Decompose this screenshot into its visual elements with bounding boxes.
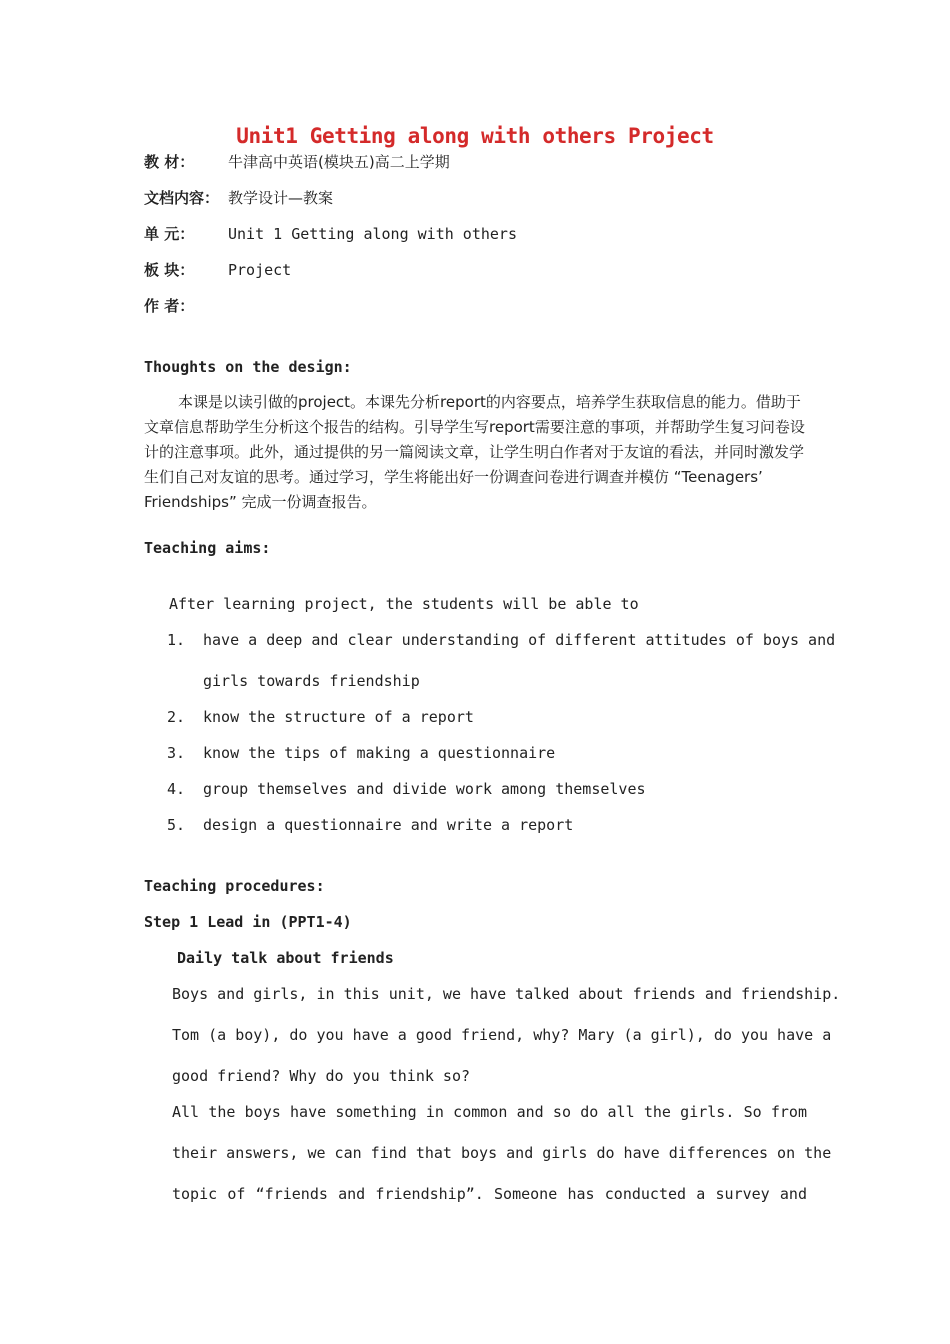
step-heading: Step 1 Lead in (PPT1-4) — [144, 913, 352, 931]
meta-value: 教学设计—教案 — [228, 189, 334, 207]
procedure-line: Boys and girls, in this unit, we have talked about friends and friendship. — [172, 985, 841, 1003]
meta-row-textbook — [144, 152, 450, 172]
aims-item-number: 2. — [167, 708, 186, 726]
aims-item: group themselves and divide work among themselves — [203, 780, 646, 798]
meta-label: 作 者： — [144, 297, 195, 315]
meta-value: 牛津高中英语(模块五)高二上学期 — [228, 153, 450, 171]
design-paragraph: 本课是以读引做的project。本课先分析report的内容要点，培养学生获取信息的能力。借助于文章信息帮助学生分析这个报告的结构。引导学生写report需要注意的事项，并帮助学生复习问卷设计的注意事项。此外，通过提供的另一篇阅读文章，让学生明白作者对于友谊的看法，并同时激发学生们自己对友谊的思考。通过学习，学生将能出好一份调查问卷进行调查并模仿 “Teenagers’ Friendships” 完成一份调查报告。 — [144, 393, 805, 511]
aims-item-number: 1. — [167, 631, 186, 649]
meta-label: 教 材： — [144, 153, 195, 171]
aims-item: design a questionnaire and write a report — [203, 816, 574, 834]
procedure-line: topic of “friends and friendship”. Someone has conducted a survey and — [172, 1185, 807, 1203]
procedure-line: Tom (a boy), do you have a good friend, why? Mary (a girl), do you have a — [172, 1026, 832, 1044]
procedure-line: All the boys have something in common and so do all the girls. So from — [172, 1103, 807, 1121]
aims-item: know the tips of making a questionnaire — [203, 744, 556, 762]
aims-item-number: 3. — [167, 744, 186, 762]
aims-item: know the structure of a report — [203, 708, 474, 726]
meta-row-content — [144, 188, 333, 208]
meta-row-section — [144, 260, 291, 280]
aims-item: have a deep and clear understanding of different attitudes of boys and — [203, 631, 836, 649]
meta-label: 单 元： — [144, 225, 195, 243]
meta-row-author — [144, 296, 228, 316]
design-heading: Thoughts on the design: — [144, 358, 352, 376]
aims-heading: Teaching aims: — [144, 539, 271, 557]
procedure-line: good friend? Why do you think so? — [172, 1067, 471, 1085]
meta-label: 板 块： — [144, 261, 195, 279]
document-title: Unit1 Getting along with others Project — [236, 124, 714, 148]
aims-intro: After learning project, the students will be able to — [169, 595, 639, 613]
procedure-line: their answers, we can find that boys and girls do have differences on the — [172, 1144, 832, 1162]
aims-item-number: 4. — [167, 780, 186, 798]
meta-label: 文档内容： — [144, 189, 220, 207]
meta-value: Project — [228, 261, 292, 279]
step-subheading: Daily talk about friends — [177, 949, 394, 967]
aims-item-number: 5. — [167, 816, 186, 834]
meta-row-unit — [144, 224, 517, 244]
procedures-heading: Teaching procedures: — [144, 877, 325, 895]
meta-value: Unit 1 Getting along with others — [228, 225, 517, 243]
aims-item-continuation: girls towards friendship — [203, 672, 420, 690]
